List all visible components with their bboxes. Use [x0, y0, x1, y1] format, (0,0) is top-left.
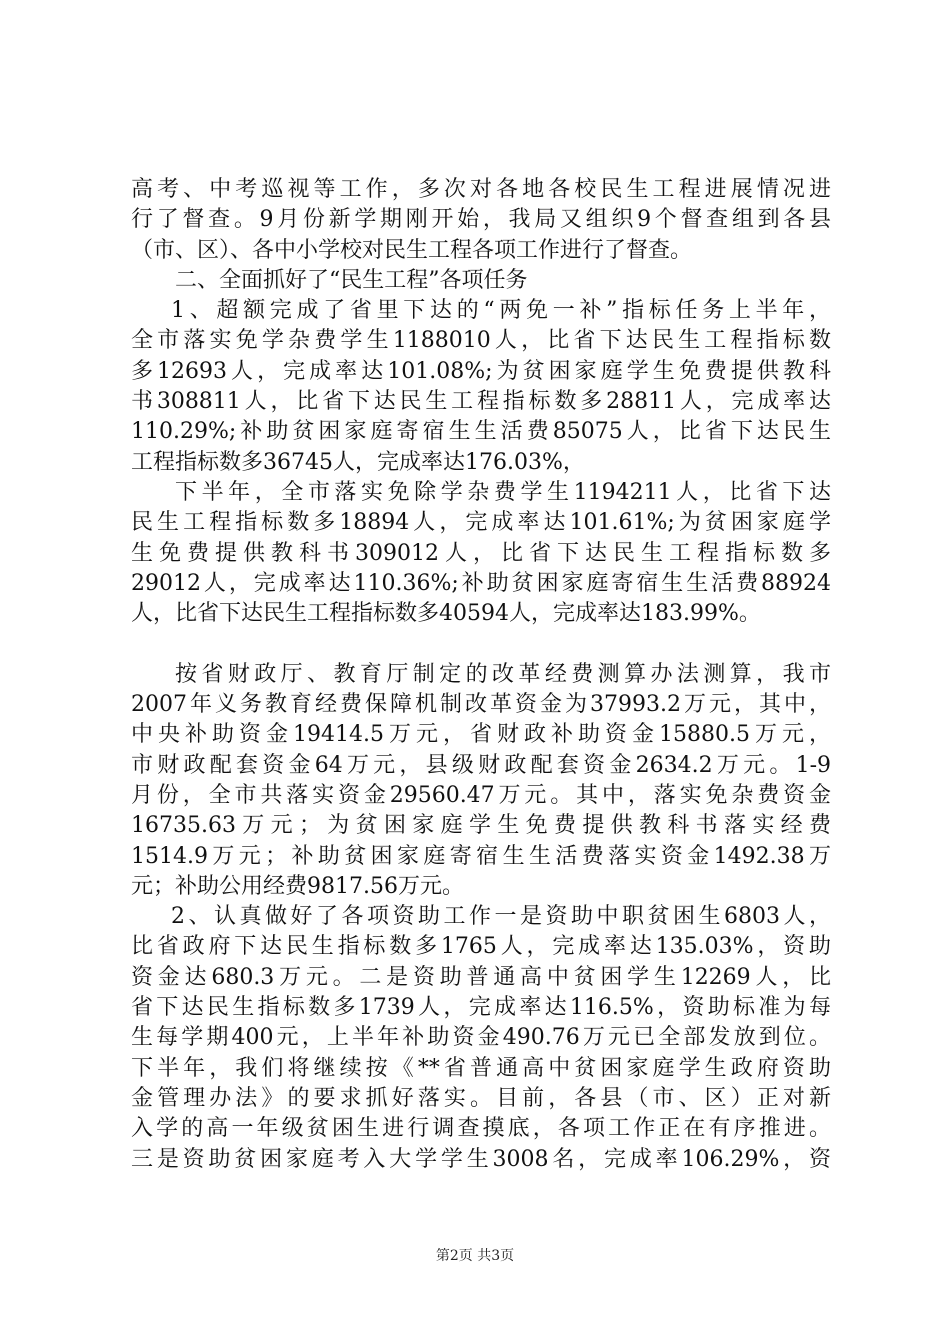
text-line: 下半年，全市落实免除学杂费学生1194211人，比省下达 — [175, 479, 831, 505]
paragraph-gap — [131, 629, 831, 659]
text-line: 中央补助资金19414.5万元，省财政补助资金15880.5万元， — [131, 722, 831, 748]
text-line: 2、认真做好了各项资助工作一是资助中职贫困生6803人， — [171, 904, 831, 930]
text-line: 多12693人，完成率达101.08%;为贫困家庭学生免费提供教科 — [131, 358, 831, 384]
text-line: 入学的高一年级贫困生进行调查摸底，各项工作正在有序推进。 — [131, 1116, 831, 1142]
text-line: 生免费提供教科书309012人，比省下达民生工程指标数多 — [131, 540, 831, 566]
text-line: 全市落实免学杂费学生1188010人，比省下达民生工程指标数 — [131, 328, 831, 354]
text-line: 1514.9万元；补助贫困家庭寄宿生生活费落实资金1492.38万 — [131, 843, 831, 869]
text-line: 高考、中考巡视等工作，多次对各地各校民生工程进展情况进 — [131, 177, 831, 202]
text-line: 人，比省下达民生工程指标数多40594人，完成率达183.99%。 — [131, 601, 761, 627]
text-line: 书308811人，比省下达民生工程指标数多28811人，完成率达 — [131, 389, 831, 415]
text-line: 元；补助公用经费9817.56万元。 — [131, 873, 464, 899]
text-line: 行了督查。9月份新学期刚开始，我局又组织9个督查组到各县 — [131, 207, 831, 233]
text-line: 比省政府下达民生指标数多1765人，完成率达135.03%，资助 — [131, 934, 831, 960]
text-line: 民生工程指标数多18894人，完成率达101.61%;为贫困家庭学 — [131, 510, 831, 536]
text-line: 月份，全市共落实资金29560.47万元。其中，落实免杂费资金 — [131, 782, 831, 808]
text-line: 三是资助贫困家庭考入大学学生3008名，完成率106.29%，资 — [131, 1146, 831, 1172]
document-body — [131, 175, 831, 1175]
text-line: 16735.63万元；为贫困家庭学生免费提供教科书落实经费 — [131, 813, 831, 839]
text-line: 资金达680.3万元。二是资助普通高中贫困学生12269人，比 — [131, 964, 831, 990]
text-line: 生每学期400元，上半年补助资金490.76万元已全部发放到位。 — [131, 1025, 831, 1051]
text-line: 1、超额完成了省里下达的“两免一补”指标任务上半年， — [171, 298, 831, 324]
section-heading: 二、全面抓好了“民生工程”各项任务 — [175, 267, 528, 293]
text-line: 省下达民生指标数多1739人，完成率达116.5%，资助标准为每 — [131, 995, 831, 1021]
text-line: 金管理办法》的要求抓好落实。目前，各县（市、区）正对新 — [131, 1085, 831, 1111]
text-line: 下半年，我们将继续按《**省普通高中贫困家庭学生政府资助 — [131, 1055, 831, 1081]
text-line: 工程指标数多36745人，完成率达176.03%， — [131, 449, 585, 475]
text-line: 按省财政厅、教育厅制定的改革经费测算办法测算，我市 — [175, 661, 831, 687]
page-number-footer: 第2页 共3页 — [435, 1248, 515, 1264]
text-line: 29012人，完成率达110.36%;补助贫困家庭寄宿生生活费88924 — [131, 570, 831, 596]
text-line: 110.29%;补助贫困家庭寄宿生生活费85075人，比省下达民生 — [131, 419, 831, 445]
text-line: （市、区）、各中小学校对民生工程各项工作进行了督查。 — [131, 237, 693, 263]
text-line: 2007年义务教育经费保障机制改革资金为37993.2万元，其中， — [131, 692, 831, 718]
text-line: 市财政配套资金64万元，县级财政配套资金2634.2万元。1-9 — [131, 752, 831, 778]
